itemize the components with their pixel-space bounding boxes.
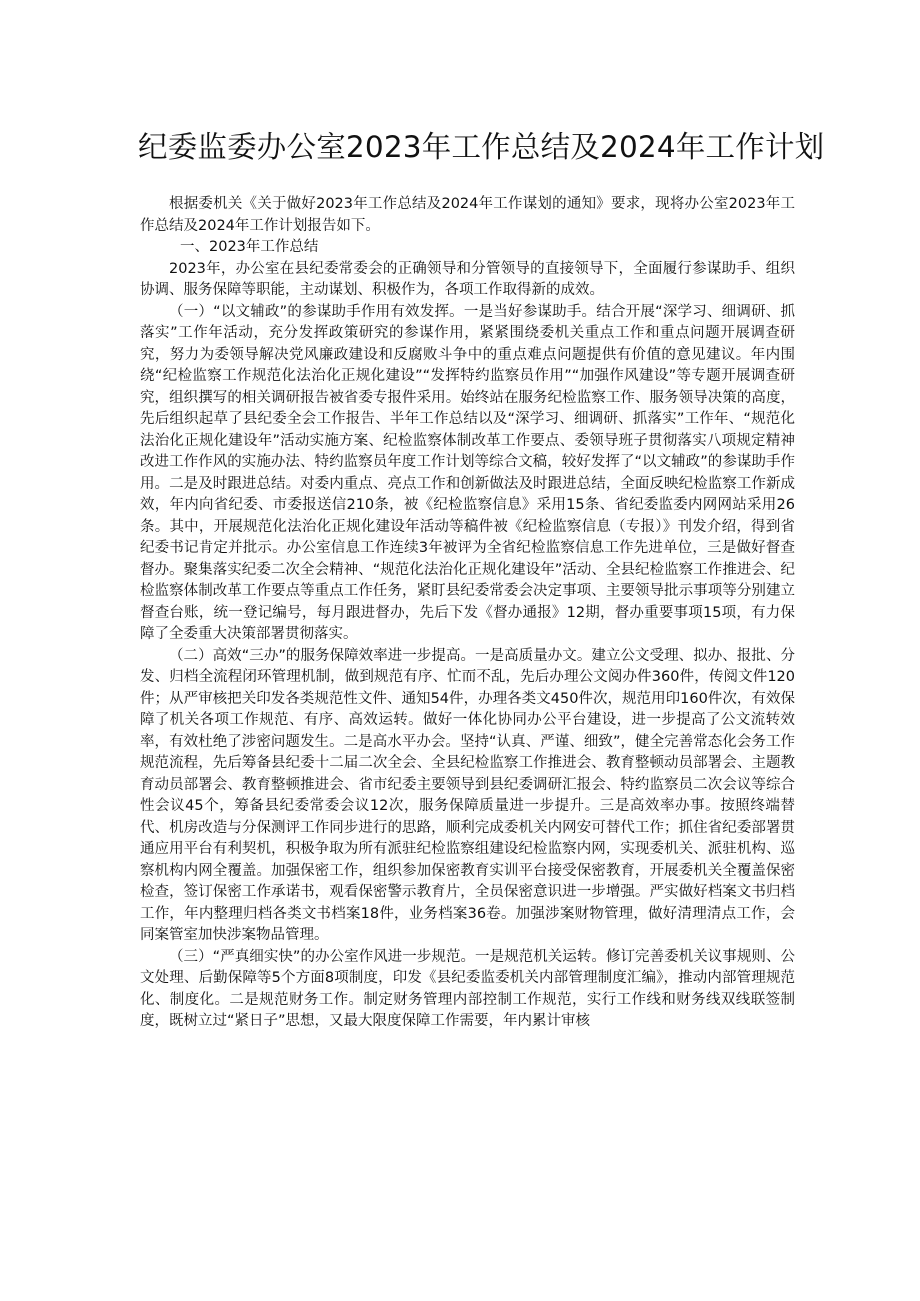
section-heading: 一、2023年工作总结 xyxy=(180,239,319,255)
subsection-paragraph-2: （二）高效“三办”的服务保障效率进一步提高。一是高质量办文。建立公文受理、拟办、报批、分发、归档全流程闭环管理机制，做到规范有序、忙而不乱，先后办理公文阅办件360件，传阅文件120件；从严审核把关印发各类规范性文件、通知54件，办理各类文450件次，规范用印160件次，有效保障了机关各项工作规范、有序、高效运转。做好一体化协同办公平台建设，进一步提高了公文流转效率，有效杜绝了涉密问题发生。二是高水平办会。坚持“认真、严谨、细致”，健全完善常态化会务工作规范流程，先后筹备县纪委十二届二次全会、全县纪检监察工作推进会、教育整顿动员部署会、主题教育动员部署会、教育整顿推进会、省市纪委主要领导到县纪委调研汇报会、特约监察员二次会议等综合性会议45个，筹备县纪委常委会议12次，服务保障质量进一步提升。三是高效率办事。按照终端替代、机房改造与分保测评工作同步进行的思路，顺利完成委机关内网安可替代工作；抓住省纪委部署贯通应用平台有利契机，积极争取为所有派驻纪检监察组建设纪检监察内网，实现委机关、派驻机构、巡察机构内网全覆盖。加强保密工作，组织参加保密教育实训平台接受保密教育，开展委机关全覆盖保密检查，签订保密工作承诺书，观看保密警示教育片，全员保密意识进一步增强。严实做好档案文书归档工作，年内整理归档各类文书档案18件，业务档案36卷。加强涉案财物管理，做好清理清点工作，会同案管室加快涉案物品管理。 xyxy=(140,647,795,943)
subsection-paragraph-1: （一）“以文辅政”的参谋助手作用有效发挥。一是当好参谋助手。结合开展“深学习、细调研、抓落实”工作年活动，充分发挥政策研究的参谋作用，紧紧围绕委机关重点工作和重点问题开展调查研究，努力为委领导解决党风廉政建设和反腐败斗争中的重点难点问题提供有价值的意见建议。年内围绕“纪检监察工作规范化法治化正规化建设”“发挥特约监察员作用”“加强作风建设”等专题开展调查研究，组织撰写的相关调研报告被省委专报件采用。始终站在服务纪检监察工作、服务领导决策的高度，先后组织起草了县纪委全会工作报告、半年工作总结以及“深学习、细调研、抓落实”工作年、“规范化法治化正规化建设年”活动实施方案、纪检监察体制改革工作要点、委领导班子贯彻落实八项规定精神改进工作作风的实施办法、特约监察员年度工作计划等综合文稿，较好发挥了“以文辅政”的参谋助手作用。二是及时跟进总结。对委内重点、亮点工作和创新做法及时跟进总结，全面反映纪检监察工作新成效，年内向省纪委、市委报送信210条，被《纪检监察信息》采用15条、省纪委监委内网网站采用26条。其中，开展规范化法治化正规化建设年活动等稿件被《纪检监察信息（专报）》刊发介绍，得到省纪委书记肯定并批示。办公室信息工作连续3年被评为全省纪检监察信息工作先进单位，三是做好督查督办。聚集落实纪委二次全会精神、“规范化法治化正规化建设年”活动、全县纪检监察工作推进会、纪检监察体制改革工作要点等重点工作任务，紧盯县纪委常委会决定事项、主要领导批示事项等分别建立督查台账，统一登记编号，每月跟进督办，先后下发《督办通报》12期，督办重要事项15项，有力保障了全委重大决策部署贯彻落实。 xyxy=(140,303,795,642)
document-page xyxy=(138,126,825,1033)
intro-paragraph: 根据委机关《关于做好2023年工作总结及2024年工作谋划的通知》要求，现将办公室2023年工作总结及2024年工作计划报告如下。 xyxy=(140,196,795,234)
summary-paragraph: 2023年，办公室在县纪委常委会的正确领导和分管领导的直接领导下，全面履行参谋助手、组织协调、服务保障等职能，主动谋划、积极作为，各项工作取得新的成效。 xyxy=(140,260,795,298)
document-title: 纪委监委办公室2023年工作总结及2024年工作计划 xyxy=(138,130,825,164)
subsection-paragraph-3: （三）“严真细实快”的办公室作风进一步规范。一是规范机关运转。修订完善委机关议事规则、公文处理、后勤保障等5个方面8项制度，印发《县纪委监委机关内部管理制度汇编》，推动内部管理规范化、制度化。二是规范财务工作。制定财务管理内部控制工作规范，实行工作线和财务线双线联签制度，既树立过“紧日子”思想，又最大限度保障工作需要，年内累计审核 xyxy=(140,948,795,1029)
